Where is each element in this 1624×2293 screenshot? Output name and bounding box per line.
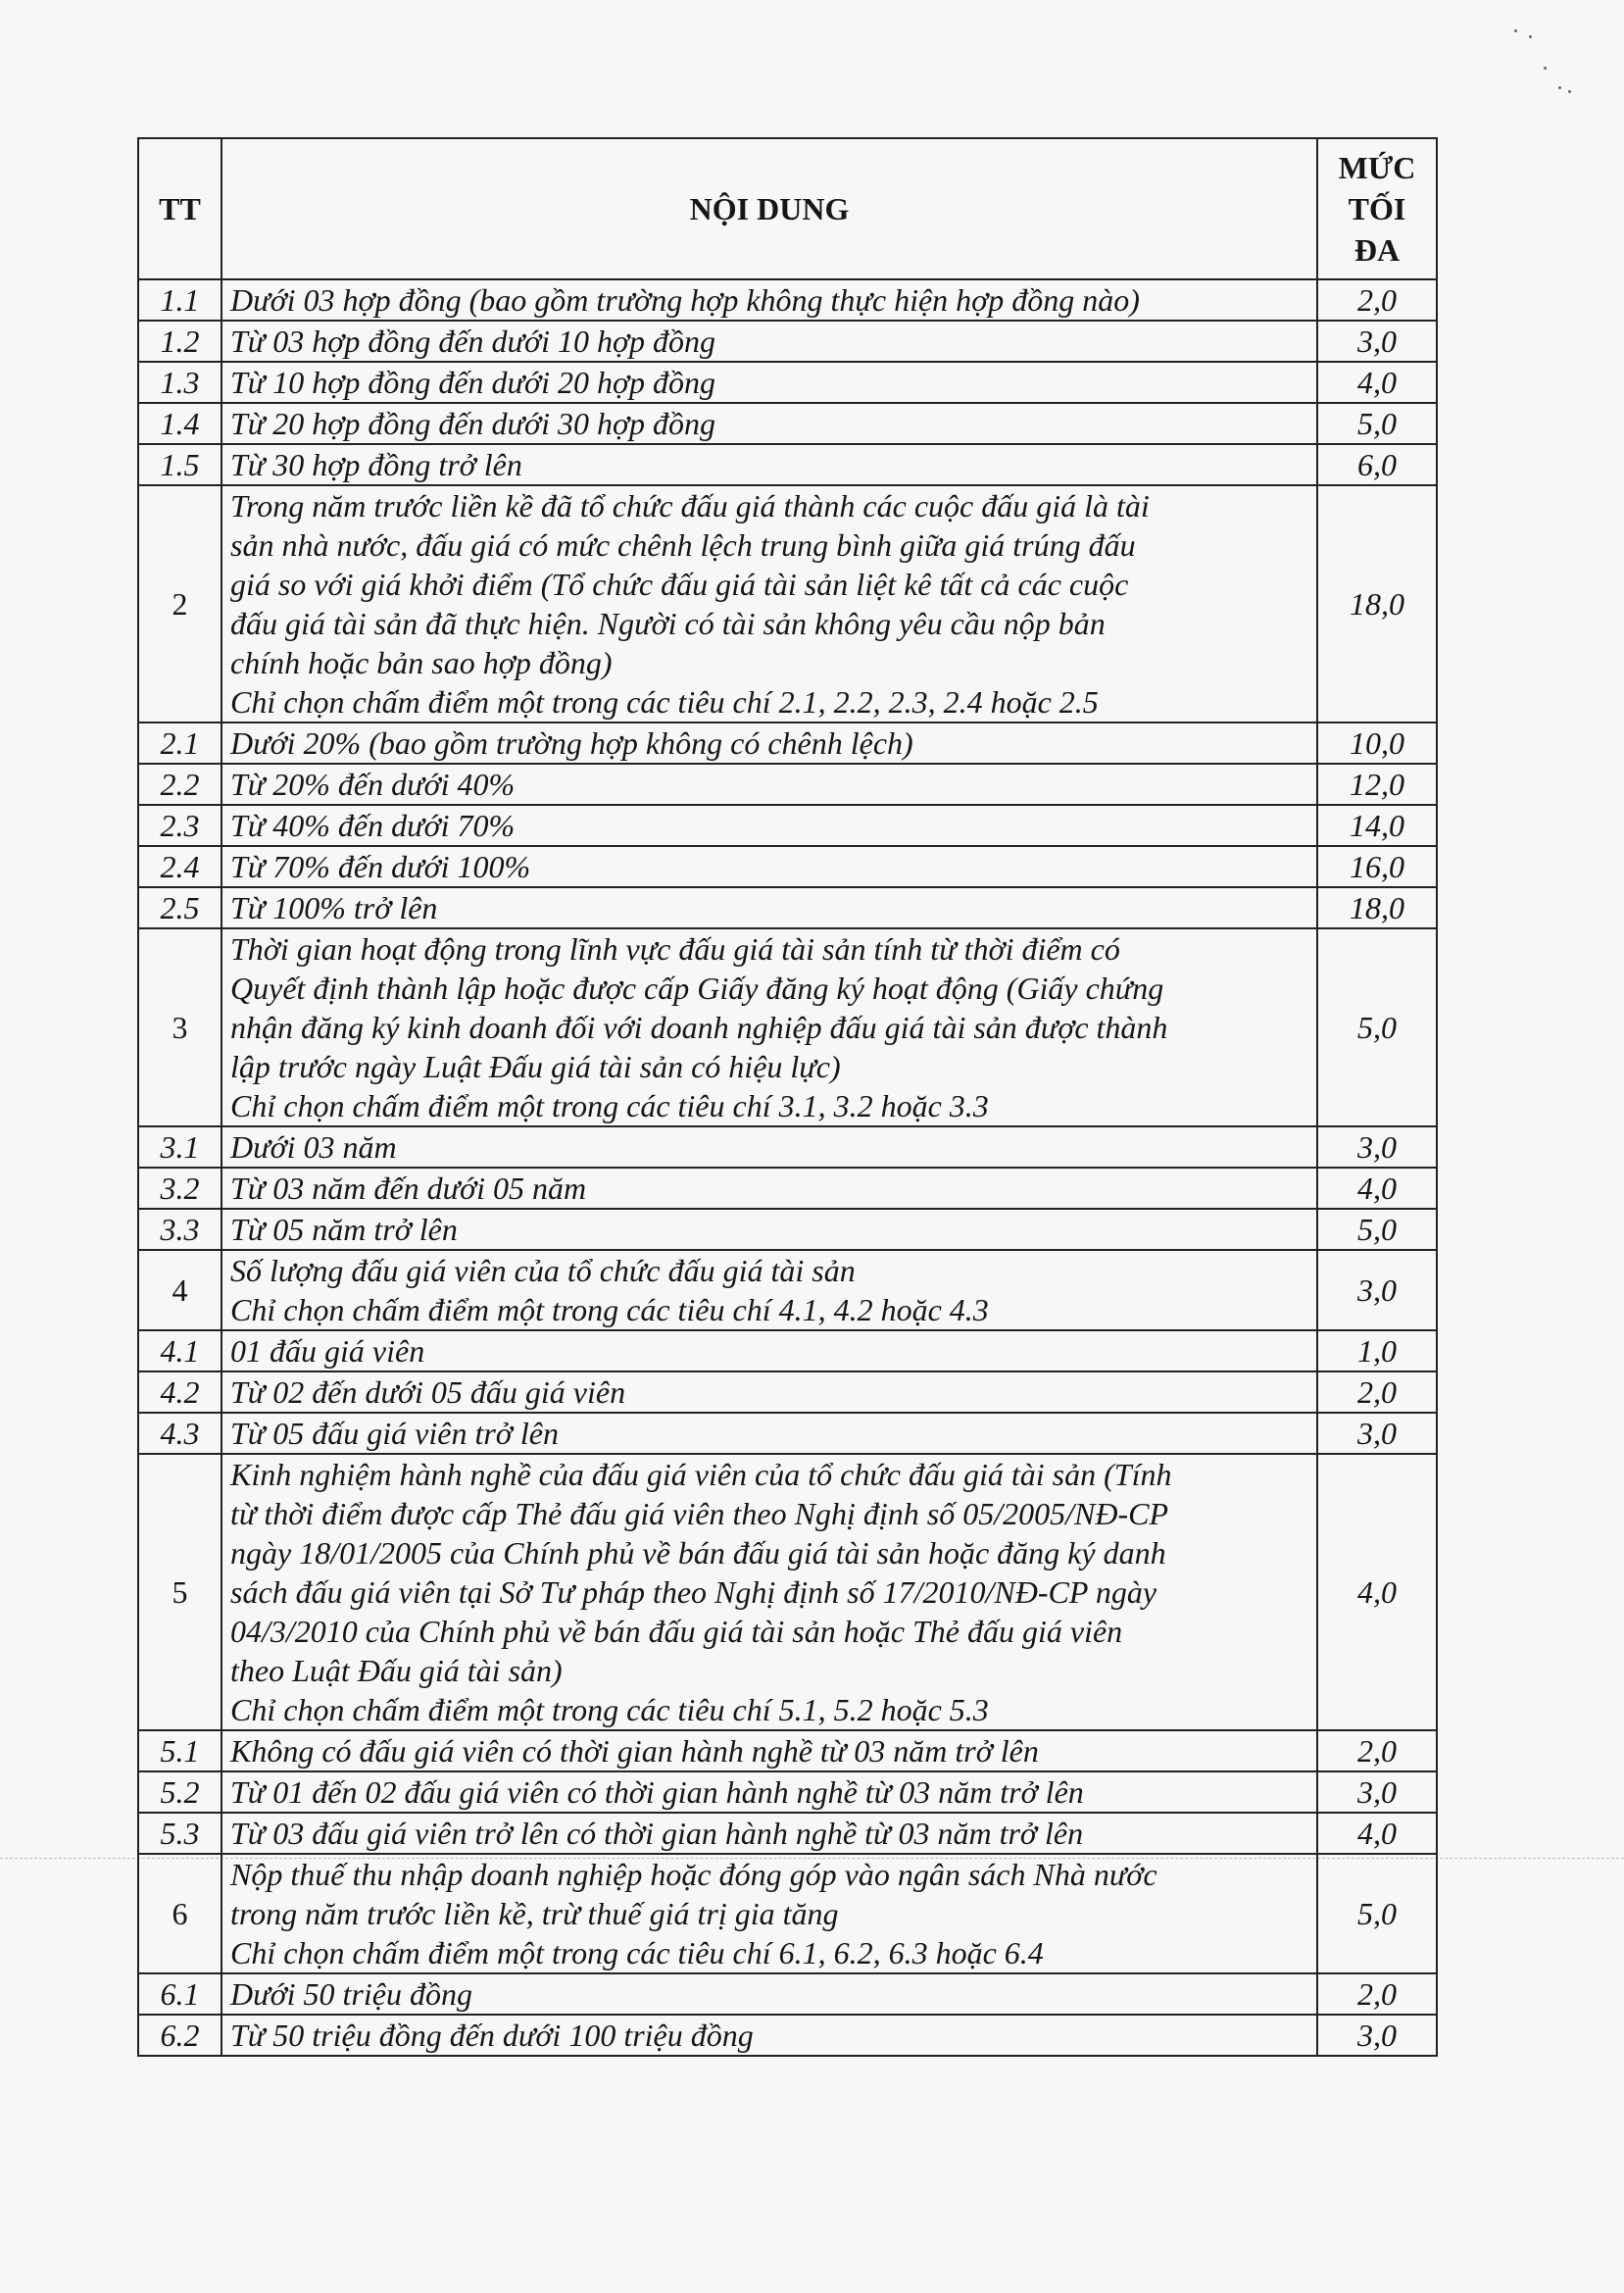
row-max-score: 5,0	[1317, 1854, 1437, 1973]
table-row	[138, 321, 1437, 362]
row-content-line: Từ 20% đến dưới 40%	[230, 767, 516, 802]
table-row	[138, 805, 1437, 846]
row-content-line: Từ 05 năm trở lên	[230, 1212, 458, 1247]
row-content	[221, 1854, 1317, 1973]
row-content-line: Số lượng đấu giá viên của tổ chức đấu giá tài sản	[230, 1253, 856, 1288]
row-max-score: 6,0	[1317, 444, 1437, 485]
row-content-line: Dưới 50 triệu đồng	[230, 1976, 472, 2012]
row-number: 1.4	[138, 403, 221, 444]
table-row	[138, 928, 1437, 1126]
row-number: 5	[138, 1454, 221, 1730]
row-content	[221, 2015, 1317, 2056]
row-content-line: Từ 03 năm đến dưới 05 năm	[230, 1171, 587, 1206]
table-row	[138, 887, 1437, 928]
row-max-score: 10,0	[1317, 723, 1437, 764]
header-noi-dung: NỘI DUNG	[221, 138, 1317, 279]
row-content	[221, 321, 1317, 362]
row-number: 2	[138, 485, 221, 723]
table-row	[138, 764, 1437, 805]
row-max-score: 3,0	[1317, 321, 1437, 362]
table-row	[138, 1330, 1437, 1371]
row-content-line: Từ 40% đến dưới 70%	[230, 808, 516, 843]
table-row	[138, 1250, 1437, 1330]
row-content-line: Kinh nghiệm hành nghề của đấu giá viên của tổ chức đấu giá tài sản (Tính	[230, 1457, 1172, 1492]
row-max-score: 5,0	[1317, 1209, 1437, 1250]
row-max-score: 18,0	[1317, 485, 1437, 723]
row-number: 1.5	[138, 444, 221, 485]
row-content	[221, 1250, 1317, 1330]
row-max-score: 16,0	[1317, 846, 1437, 887]
table-row	[138, 1454, 1437, 1730]
row-content	[221, 1973, 1317, 2015]
row-max-score: 4,0	[1317, 1168, 1437, 1209]
row-number: 4.2	[138, 1371, 221, 1413]
row-content	[221, 1771, 1317, 1813]
row-content	[221, 444, 1317, 485]
row-number: 1.2	[138, 321, 221, 362]
row-content-line: 04/3/2010 của Chính phủ về bán đấu giá tài sản hoặc Thẻ đấu giá viên	[230, 1614, 1123, 1649]
row-number: 5.2	[138, 1771, 221, 1813]
table-row	[138, 1209, 1437, 1250]
row-number: 5.3	[138, 1813, 221, 1854]
row-content-line: Chỉ chọn chấm điểm một trong các tiêu chí 2.1, 2.2, 2.3, 2.4 hoặc 2.5	[230, 684, 1099, 720]
row-content-line: lập trước ngày Luật Đấu giá tài sản có hiệu lực)	[230, 1049, 841, 1084]
row-content-line: Thời gian hoạt động trong lĩnh vực đấu giá tài sản tính từ thời điểm có	[230, 931, 1120, 967]
row-content-line: từ thời điểm được cấp Thẻ đấu giá viên theo Nghị định số 05/2005/NĐ-CP	[230, 1496, 1168, 1531]
row-number: 5.1	[138, 1730, 221, 1771]
row-content-line: Từ 70% đến dưới 100%	[230, 849, 531, 884]
row-content	[221, 403, 1317, 444]
row-content-line: 01 đấu giá viên	[230, 1333, 425, 1369]
table-row	[138, 485, 1437, 723]
row-content-line: Từ 30 hợp đồng trở lên	[230, 447, 522, 482]
row-content-line: ngày 18/01/2005 của Chính phủ về bán đấu giá tài sản hoặc đăng ký danh	[230, 1535, 1166, 1570]
row-content	[221, 887, 1317, 928]
table-row	[138, 279, 1437, 321]
row-number: 4.1	[138, 1330, 221, 1371]
row-content-line: chính hoặc bản sao hợp đồng)	[230, 645, 613, 680]
row-content	[221, 1413, 1317, 1454]
row-max-score: 4,0	[1317, 1454, 1437, 1730]
row-number: 2.2	[138, 764, 221, 805]
row-number: 4.3	[138, 1413, 221, 1454]
row-content	[221, 1371, 1317, 1413]
row-content-line: Dưới 03 năm	[230, 1129, 397, 1165]
row-content-line: Từ 05 đấu giá viên trở lên	[230, 1416, 559, 1451]
row-content	[221, 485, 1317, 723]
row-max-score: 4,0	[1317, 1813, 1437, 1854]
row-max-score: 12,0	[1317, 764, 1437, 805]
row-content	[221, 1126, 1317, 1168]
header-muc-line-2: TỐI	[1348, 191, 1406, 226]
table-row	[138, 1813, 1437, 1854]
row-number: 3.3	[138, 1209, 221, 1250]
table-row	[138, 1413, 1437, 1454]
criteria-table	[137, 137, 1438, 2057]
row-max-score: 1,0	[1317, 1330, 1437, 1371]
row-content-line: giá so với giá khởi điểm (Tổ chức đấu giá tài sản liệt kê tất cả các cuộc	[230, 567, 1129, 602]
row-content-line: Chỉ chọn chấm điểm một trong các tiêu chí 4.1, 4.2 hoặc 4.3	[230, 1292, 989, 1327]
table-row	[138, 1854, 1437, 1973]
row-number: 4	[138, 1250, 221, 1330]
row-content	[221, 1730, 1317, 1771]
row-max-score: 4,0	[1317, 362, 1437, 403]
row-content	[221, 1454, 1317, 1730]
header-tt: TT	[138, 138, 221, 279]
row-content	[221, 928, 1317, 1126]
row-content-line: Dưới 03 hợp đồng (bao gồm trường hợp không thực hiện hợp đồng nào)	[230, 282, 1140, 318]
row-max-score: 2,0	[1317, 1730, 1437, 1771]
row-content-line: Nộp thuế thu nhập doanh nghiệp hoặc đóng góp vào ngân sách Nhà nước	[230, 1857, 1157, 1892]
row-number: 6	[138, 1854, 221, 1973]
row-content-line: đấu giá tài sản đã thực hiện. Người có tài sản không yêu cầu nộp bản	[230, 606, 1106, 641]
table-row	[138, 1371, 1437, 1413]
row-number: 6.1	[138, 1973, 221, 2015]
table-body	[138, 279, 1437, 2056]
row-max-score: 3,0	[1317, 1771, 1437, 1813]
row-content-line: Dưới 20% (bao gồm trường hợp không có chênh lệch)	[230, 725, 913, 761]
row-content	[221, 846, 1317, 887]
table-row	[138, 846, 1437, 887]
table-row	[138, 1168, 1437, 1209]
row-max-score: 3,0	[1317, 1413, 1437, 1454]
row-max-score: 2,0	[1317, 1371, 1437, 1413]
row-number: 2.4	[138, 846, 221, 887]
row-content	[221, 1209, 1317, 1250]
row-content	[221, 764, 1317, 805]
row-content	[221, 1168, 1317, 1209]
table-row	[138, 1973, 1437, 2015]
row-max-score: 2,0	[1317, 279, 1437, 321]
row-max-score: 5,0	[1317, 403, 1437, 444]
row-content	[221, 1813, 1317, 1854]
row-content-line: Chỉ chọn chấm điểm một trong các tiêu chí 5.1, 5.2 hoặc 5.3	[230, 1692, 989, 1727]
table-row	[138, 1126, 1437, 1168]
row-content-line: Quyết định thành lập hoặc được cấp Giấy đăng ký hoạt động (Giấy chứng	[230, 971, 1164, 1006]
row-content-line: Không có đấu giá viên có thời gian hành nghề từ 03 năm trở lên	[230, 1733, 1039, 1769]
row-number: 3	[138, 928, 221, 1126]
row-content-line: Từ 02 đến dưới 05 đấu giá viên	[230, 1374, 626, 1410]
row-content-line: Từ 10 hợp đồng đến dưới 20 hợp đồng	[230, 365, 716, 400]
row-content-line: Trong năm trước liền kề đã tổ chức đấu giá thành các cuộc đấu giá là tài	[230, 488, 1150, 523]
table-row	[138, 2015, 1437, 2056]
row-number: 6.2	[138, 2015, 221, 2056]
row-number: 1.1	[138, 279, 221, 321]
row-content	[221, 805, 1317, 846]
row-content-line: Từ 100% trở lên	[230, 890, 438, 925]
row-content	[221, 279, 1317, 321]
row-content-line: nhận đăng ký kinh doanh đối với doanh nghiệp đấu giá tài sản được thành	[230, 1010, 1168, 1045]
row-number: 3.2	[138, 1168, 221, 1209]
row-max-score: 14,0	[1317, 805, 1437, 846]
table-row	[138, 444, 1437, 485]
row-content	[221, 1330, 1317, 1371]
row-number: 1.3	[138, 362, 221, 403]
row-content-line: Từ 03 hợp đồng đến dưới 10 hợp đồng	[230, 324, 716, 359]
table-row	[138, 362, 1437, 403]
row-number: 2.3	[138, 805, 221, 846]
table-row	[138, 723, 1437, 764]
row-content-line: sách đấu giá viên tại Sở Tư pháp theo Nghị định số 17/2010/NĐ-CP ngày	[230, 1574, 1157, 1610]
row-number: 2.5	[138, 887, 221, 928]
row-content-line: sản nhà nước, đấu giá có mức chênh lệch trung bình giữa giá trúng đấu	[230, 527, 1136, 563]
table-row	[138, 1730, 1437, 1771]
row-content-line: trong năm trước liền kề, trừ thuế giá trị gia tăng	[230, 1896, 839, 1931]
row-content-line: theo Luật Đấu giá tài sản)	[230, 1653, 563, 1688]
header-muc-line-3: ĐA	[1353, 232, 1401, 268]
row-max-score: 5,0	[1317, 928, 1437, 1126]
row-max-score: 3,0	[1317, 1250, 1437, 1330]
row-content	[221, 362, 1317, 403]
row-content	[221, 723, 1317, 764]
row-content-line: Từ 20 hợp đồng đến dưới 30 hợp đồng	[230, 406, 716, 441]
row-content-line: Từ 01 đến 02 đấu giá viên có thời gian hành nghề từ 03 năm trở lên	[230, 1774, 1084, 1810]
header-muc-line-1: MỨC	[1338, 150, 1416, 185]
row-number: 3.1	[138, 1126, 221, 1168]
row-content-line: Chỉ chọn chấm điểm một trong các tiêu chí 3.1, 3.2 hoặc 3.3	[230, 1088, 989, 1123]
header-muc-toi-da	[1317, 138, 1437, 279]
row-max-score: 3,0	[1317, 1126, 1437, 1168]
row-content-line: Từ 03 đấu giá viên trở lên có thời gian hành nghề từ 03 năm trở lên	[230, 1816, 1084, 1851]
row-max-score: 3,0	[1317, 2015, 1437, 2056]
table-row	[138, 403, 1437, 444]
row-max-score: 2,0	[1317, 1973, 1437, 2015]
row-max-score: 18,0	[1317, 887, 1437, 928]
row-content-line: Từ 50 triệu đồng đến dưới 100 triệu đồng	[230, 2018, 754, 2053]
row-number: 2.1	[138, 723, 221, 764]
row-content-line: Chỉ chọn chấm điểm một trong các tiêu chí 6.1, 6.2, 6.3 hoặc 6.4	[230, 1935, 1044, 1970]
table-row	[138, 1771, 1437, 1813]
table-header-row	[138, 138, 1437, 279]
